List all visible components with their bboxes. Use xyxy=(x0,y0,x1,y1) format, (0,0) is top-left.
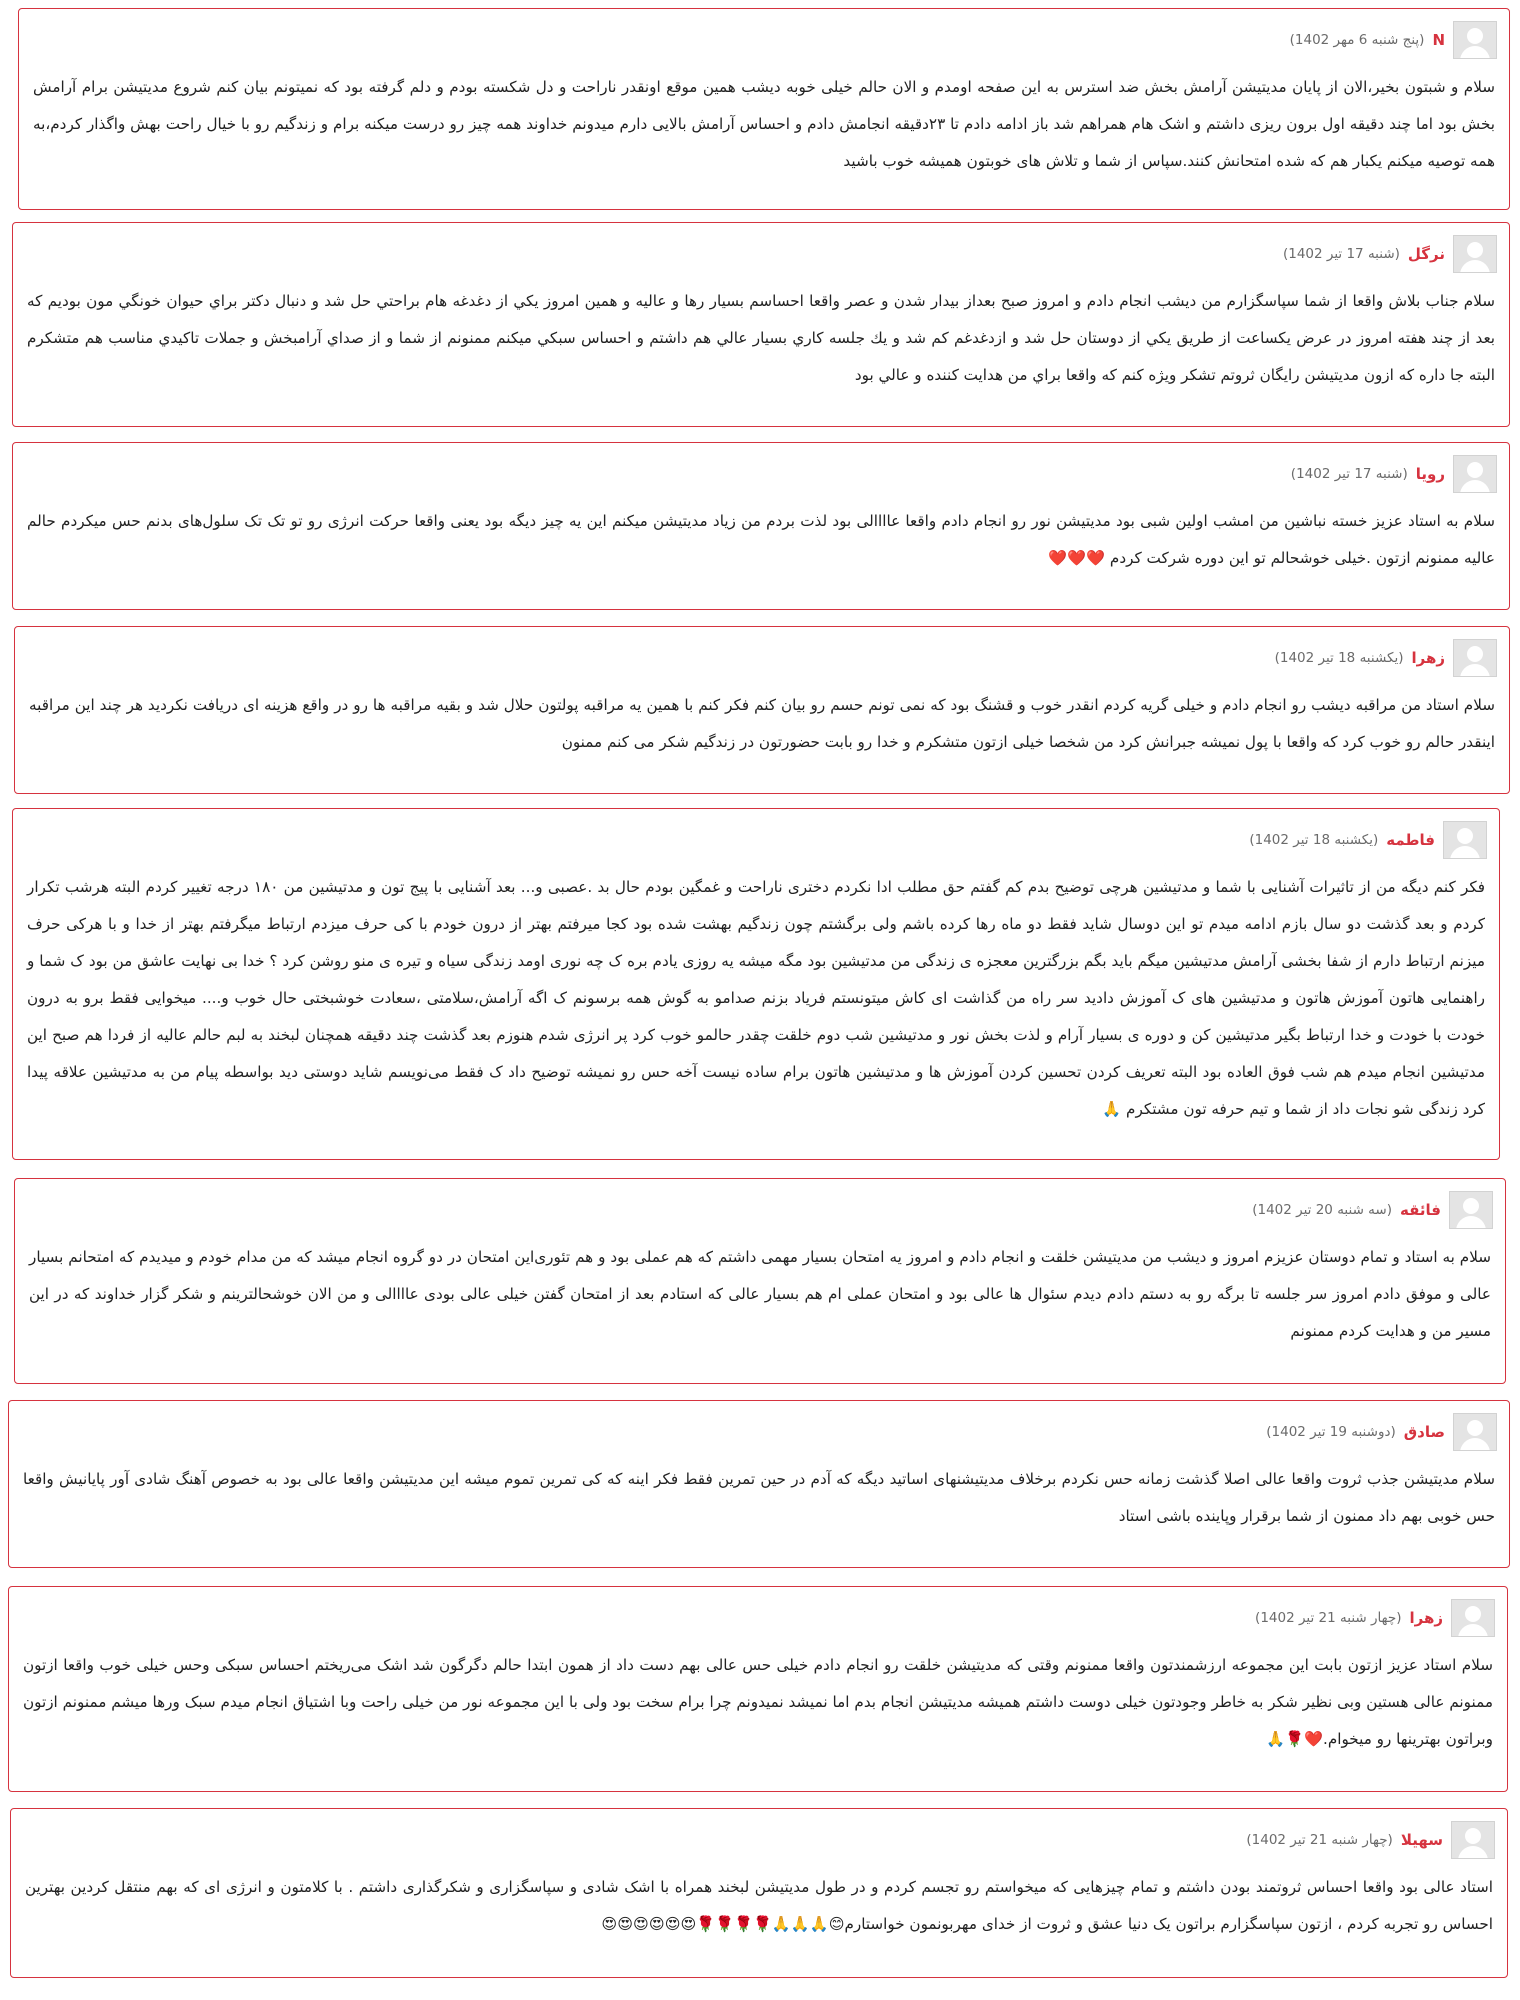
comment-text: سلام جناب بلاش واقعا از شما سپاسگزارم من ديشب انجام دادم و امروز صبح بعداز بيدار شدن و عصر واقعا احساسم بسيار رها و عاليه و همين امروز يكي از دغدغه هام براحتي حل شد و دنبال دكتر براي حيوان خونگي مون بوديم كه بعد از چند هفته امروز در عرض يكساعت از طريق يكي از دوستان حل شد و ازدغدغم كم شد و يك جلسه كاري بسيار عالي هم داشتم و احساس سبكي ميكنم ممنونم از شما و از صداي آرامبخش و جملات تاكيدي مناسب هم متشكرم البته جا داره كه ازون مديتيشن رايگان ثروتم تشكر ويژه كنم كه واقعا براي من هدايت كننده و عالي بود xyxy=(27,292,1495,384)
comment-header xyxy=(1246,1821,1495,1859)
comment-card xyxy=(8,1586,1508,1792)
comment-author: N xyxy=(1432,31,1445,49)
comment-author: فاطمه xyxy=(1386,831,1435,849)
comment-author: نرگل xyxy=(1407,245,1445,263)
avatar xyxy=(1453,639,1497,677)
comment-card xyxy=(12,222,1510,427)
avatar xyxy=(1451,1821,1495,1859)
comment-author: صادق xyxy=(1403,1423,1445,1441)
comment-author: زهرا xyxy=(1409,1609,1443,1627)
comment-author: فائقه xyxy=(1400,1201,1441,1219)
comment-text: فکر کنم دیگه من از تاثیرات آشنایی با شما و مدتیشین هرچی توضیح بدم کم گفتم حق مطلب ادا نکردم دختری ناراحت و غمگین بودم حال بد .عصبی و... بعد آشنایی با پیج تون و مدتیشین من ۱۸۰ درجه تغییر کردم البته هرشب تکرار کردم و بعد گذشت دو سال بازم ادامه میدم تو این دوسال شاید فقط دو ماه رها کرده باشم ولی برگشتم چون زندگیم بهشت شده بود کجا میرفتم بهتر از درون خودم با کی حرف میزدم ارتباط میگرفتم بهتر از خدا و با هرکی حرف میزنم ارتباط دارم از شفا بخشی آرامش مدتیشین میگم باید بگم بزرگترین معجزه ی زندگی من مدتیشین بود مگه میشه یه روزی یادم بره ک چه نوری اومد زندگی سیاه و تیره ی منو روشن کرد ؟ خدا بی نهایت عاشق من بود ک شما و راهنمایی هاتون آموزش هاتون و مدتیشین های ک آموزش دادید سر راه من گذاشت ای کاش میتونستم فریاد بزنم صدامو به گوش همه برسونم ک اگه آرامش،سلامتی ،سعادت خوشبختی حال خوب و.... میخوایی فقط برو به درون خودت با خودت و خدا ارتباط بگیر مدتیشین کن و دوره ی بسیار آرام و لذت بخش نور و مدتیشین شب دوم خلقت چقدر حالمو خوب کرد پر انرژی شدم هنوزم بعد گذشت چند دقیقه همچنان لبخند به لبم حالم عالیه از فردا هم صبح این مدتیشین انجام میدم هم شب فوق العاده بود البته تعریف کردن تحسین کردن آموزش ها و مدتیشین هاتون برام ساده نیست آخه حس رو نمیشه توضیح داد ک فقط می‌نویسم شاید دوستی دید بواسطه پیام من به مدتیشین علاقه پیدا کرد زندگی شو نجات داد از شما و تیم حرفه تون مشتکرم 🙏 xyxy=(27,878,1485,1118)
comment-header xyxy=(1255,1599,1495,1637)
comment-card xyxy=(14,1178,1506,1384)
comment-header xyxy=(1290,21,1497,59)
comment-date: (چهار شنبه 21 تیر 1402) xyxy=(1246,1832,1393,1848)
comment-author: سهیلا xyxy=(1400,1831,1443,1849)
comment-text: سلام و شبتون بخیر،الان از پایان مدیتیشن آرامش بخش ضد استرس به این صفحه اومدم و الان حالم خیلی خوبه دیشب همین موقع اونقدر ناراحت و دل شکسته بودم و دلم گرفته بود که نمیتونم بیان کنم شروع مدیتیشن برام آرامش بخش بود اما چند دقیقه اول برون ریزی داشتم و اشک هام همراهم شد باز ادامه دادم تا ۲۳دقیقه انجامش دادم و احساس آرامش بالایی دارم میدونم خداوند همه چیز رو درست میکنه برام و زندگیم رو با خیال راحت بهش واگذار کردم،به همه توصیه میکنم یکبار هم که شده امتحانش کنند.سپاس از شما و تلاش های خوبتون همیشه خوب باشید xyxy=(33,78,1495,170)
comment-date: (دوشنبه 19 تیر 1402) xyxy=(1266,1424,1396,1440)
comment-text: استاد عالی بود واقعا احساس ثروتمند بودن داشتم و تمام چیزهایی که میخواستم رو تجسم کردم و در طول مدیتیشن لبخند همراه با اشک شادی و سپاسگزاری و شکرگذاری داشتم . با کلامتون و انرژی ای که بهم منتقل کردین بهترین احساس رو تجربه کردم ، ازتون سپاسگزارم براتون یک دنیا عشق و ثروت از خدای مهربونمون خواستارم😊🙏🙏🙏🌹🌹🌹🌹😍😍😍😍😍😍 xyxy=(25,1878,1493,1933)
comment-header xyxy=(1266,1413,1497,1451)
comment-author: زهرا xyxy=(1411,649,1445,667)
comment-card xyxy=(12,808,1500,1160)
avatar xyxy=(1443,821,1487,859)
avatar xyxy=(1451,1599,1495,1637)
avatar xyxy=(1453,235,1497,273)
avatar xyxy=(1449,1191,1493,1229)
comment-header xyxy=(1252,1191,1493,1229)
comment-card xyxy=(14,626,1510,794)
comment-date: (سه شنبه 20 تیر 1402) xyxy=(1252,1202,1393,1218)
comment-author: رویا xyxy=(1415,465,1445,483)
avatar xyxy=(1453,21,1497,59)
comment-card xyxy=(12,442,1510,610)
comment-header xyxy=(1249,821,1487,859)
comment-date: (شنبه 17 تیر 1402) xyxy=(1282,246,1400,262)
comment-card xyxy=(10,1808,1508,1978)
avatar xyxy=(1453,455,1497,493)
avatar xyxy=(1453,1413,1497,1451)
comment-header xyxy=(1291,455,1497,493)
comment-date: (چهار شنبه 21 تیر 1402) xyxy=(1255,1610,1402,1626)
comment-text: سلام استاد عزیز ازتون بابت این مجموعه ارزشمندتون واقعا ممنونم وقتی که مدیتیشن خلقت رو انجام دادم خیلی حس عالی بهم دست داد از همون ابتدا حالم دگرگون شد اشک می‌ریختم احساس سبکی وحس خیلی خوب واقعا ازتون ممنونم عالی هستین وبی نظیر شکر به خاطر وجودتون خیلی دوست داشتم همیشه مدیتیشن انجام بدم اما نمیشد نمیدونم چرا برام سخت بود ولی با این مجموعه نور من خیلی راحت وبا اشتیاق انجام میدم سبک ورها میشم ممنونم ازتون وبراتون بهترینها رو میخوام.❤️🌹🙏 xyxy=(23,1656,1493,1748)
comment-card xyxy=(18,8,1510,210)
comment-date: (یکشنبه 18 تیر 1402) xyxy=(1249,832,1379,848)
comment-date: (شنبه 17 تیر 1402) xyxy=(1290,466,1408,482)
comment-text: سلام مدیتیشن جذب ثروت واقعا عالی اصلا گذشت زمانه حس نکردم برخلاف مدیتیشنهای اساتید دیگه که آدم در حین تمرین فقط فکر اینه که کی تمرین تموم میشه این مدیتیشن واقعا عالی بود به خصوص آهنگ شادی آور پایانیش واقعا حس خوبی بهم داد ممنون از شما برقرار وپاینده باشی استاد xyxy=(23,1470,1495,1525)
comment-date: (پنج شنبه 6 مهر 1402) xyxy=(1289,32,1425,48)
comment-text: سلام به استاد و تمام دوستان عزیزم امروز و دیشب من مدیتیشن خلقت و انجام دادم و امروز یه امتحان بسیار مهمی داشتم که هم عملی بود و هم تئوری‌این امتحان در دو گروه انجام میشد که من مدام خودم و میدیدم که امتحانم بسیار عالی و موفق دادم امروز سر جلسه تا برگه رو به دستم دادم دیدم سئوال ها عالی بود و امتحان عملی ام هم بسیار عالی که استادم بعد از امتحان گفتن خیلی عالی بودی عاااالی و من الان خوشحالترینم و شکر گزار خداوند که در این مسیر من و هدایت کردم ممنونم xyxy=(29,1248,1491,1340)
comment-header xyxy=(1275,639,1497,677)
comment-text: سلام به استاد عزیز خسته نباشین من امشب اولین شبی بود مدیتیشن نور رو انجام دادم واقعا عاااالی بود لذت بردم من زیاد مدیتیشن میکنم این یه چیز دیگه بود یعنی واقعا حرکت انرژی رو تو تک تک سلول‌های بدنم حس میکردم حالم عالیه ممنونم ازتون .خیلی خوشحالم تو این دوره شرکت کردم ❤️❤️❤️ xyxy=(27,512,1495,567)
comment-header xyxy=(1283,235,1497,273)
comment-card xyxy=(8,1400,1510,1568)
comment-date: (یکشنبه 18 تیر 1402) xyxy=(1274,650,1404,666)
comment-text: سلام استاد من مراقبه دیشب رو انجام دادم و خیلی گریه کردم انقدر خوب و قشنگ بود که نمی تونم حسم رو بیان کنم فکر کنم با همین یه مراقبه پولتون حلال شد و بقیه مراقبه ها رو در واقع هزینه ای دریافت نکردید هر چند این مراقبه اینقدر حالم رو خوب کرد که واقعا با پول نمیشه جبرانش کرد من شخصا خیلی ازتون متشکرم و خدا رو بابت حضورتون در زندگیم شکر می کنم ممنون xyxy=(29,696,1495,751)
